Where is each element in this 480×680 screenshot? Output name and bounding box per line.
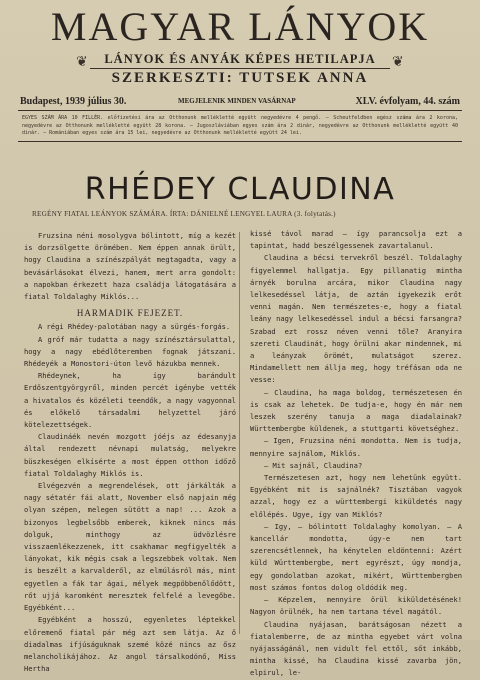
right-paragraph: kissé távol marad — így parancsolja ezt a tapintat, hadd beszélgessenek zavartalanul. [250, 229, 462, 251]
right-column [250, 228, 462, 678]
editor-line: SZERKESZTI: TUTSEK ANNA [111, 70, 369, 86]
volume-number: XLV. évfolyam, 44. szám [355, 96, 460, 107]
right-paragraph: — Képzelem, mennyire örül kiküldetésének! Nagyon örülnék, ha nem tartana tével magától. [250, 595, 462, 617]
left-paragraphs [24, 321, 236, 675]
dateline [20, 96, 460, 110]
chapter-heading: HARMADIK FEJEZET. [76, 308, 184, 319]
subscription-info: EGYES SZÁM ÁRA 10 FILLÉR. előfizetési ára az Otthonunk mellékletté együtt negyedévre 4 pengő. — Scheutfeldben egész száma ára 2 korona, negyedévre az Otthonunk mellékletté együtt 28 korona. — Jugoszláviában egyes szám ára 2 dinár, negyedévre az Otthonunk mellékletté együtt 40 dinár. — Romániában egyes szám ára 15 lei, negyedévre az Otthonunk mellékletté együtt 24 lei. [22, 115, 458, 137]
right-paragraph: — Claudina, ha maga boldog, természetesen én is csak az lehetek. De tudja-e, hogy én már nem leszek szerény tanuja a maga diadalainak? Württembergbe küldenek, a stuttgarti követséghez. [250, 387, 462, 434]
article-byline: REGÉNY FIATAL LEÁNYOK SZÁMÁRA. ÍRTA: DÁNIELNÉ LENGYEL LAURA (3. folytatás.) [32, 210, 336, 218]
intro-paragraph: Fruzsina néni mosolygva bólintott, míg a kezét is dorzsölgette örömében. Nem éppen annak örült, hogy Claudina a színészpályát megtagadta, vagy a bevásárlásokat élvezi, hanem, mert arra gondolt: a napokban érkezett haza családja látogatására a fiatal Toldalaghy Miklós... [24, 231, 236, 302]
left-paragraph: Claudináék nevén mozgott jóéjs az édesanyja által rendezett névnapi mulatság, melyekre büszkeségen elkísérte a most éppen otthon időző fiatal Toldalaghy Miklós is. [24, 432, 236, 478]
header-rule [18, 110, 462, 111]
right-paragraph: — Igen, Fruzsina néni mondotta. Nem is tudja, mennyire sajnálom, Miklós. [250, 436, 462, 458]
column-divider [239, 232, 240, 634]
right-paragraph: — Igy, — bólintott Toldalaghy komolyan. — A kancellár mondotta, úgy-e nem tart szerencsétlennek, ha kénytelen eldöntenni: Azért küld Württembergbe, mert egyrészt, úgy mondja, egy gondolatban azokat, mikért, Württembergben most számos fontos dolog oldódik meg. [250, 521, 462, 592]
masthead-title: MAGYAR LÁNYOK [50, 4, 430, 49]
right-paragraph: — Mit sajnál, Claudina? [264, 460, 363, 470]
masthead-subtitle: LÁNYOK ÉS ANYÁK KÉPES HETILAPJA [90, 52, 390, 69]
publication-frequency: MEGJELENIK MINDEN VASÁRNAP [178, 97, 296, 105]
subscription-rule [18, 141, 462, 142]
right-paragraphs [250, 228, 462, 680]
left-paragraph: Rhédeynek, ha így barándult Erdőszentgyörgyről, minden percét igénybe vették a hivatalos és közéleti teendők, a nagy vagyonnal és előkelő társadalmi helyzettel járó kötelezettségek. [24, 371, 236, 430]
right-paragraph: Claudina nyájasan, barátságosan nézett a fiatalemberre, de az mintha egyebet várt volna nyájasságánál, nem vidult fel ettől, sőt inkább, mintha kissé, ha Claudina kissé zavarba jön, elpirul, le- [250, 619, 462, 678]
left-paragraph: Egyébként a hosszú, egyenletes léptekkel előremenő fiatal pár még azt sem látja. Az ő diadalmas ifjúságuknak szemé közé nincs az ősz melancholikájához. Az angol társalkodónő, Miss Hertha [24, 615, 236, 674]
right-paragraph: Természetesen azt, hogy nem lehetünk együtt. Egyébként mit is sajnálnék? Tisztában vagyok azzal, hogy ez a württembergi kiküldetés nagy előlépés. Ugye, így van Miklós? [250, 473, 462, 519]
right-paragraph: Claudina a bécsi tervekről beszél. Toldalaghy figyelemmel hallgatja. Egy pillanatig mintha árnyék borulna arcára, mikor Claudina nagy lelkesedéssel látja, de aztán igyekezik erőt venni magán. Nem természetes-e, hogy a fiatal leány nagy lelkesedéssel indul a bécsi farsangra? Szabad ezt rossz néven venni tőle? Aranyira szereti Claudinát, hogy örülni akar mindennek, mi a leányzak örömét, mulatságot szerez. Mindamellett nem állja meg, hogy tréfásan oda ne vesse: [250, 253, 462, 385]
ornament-right-icon: ❦ [392, 54, 404, 70]
ornament-left-icon: ❦ [76, 54, 88, 70]
left-paragraph: A régi Rhédey-palotában nagy a sürgés-forgás. [38, 322, 231, 332]
left-paragraph: A gróf már tudatta a nagy színésztársulattal, hogy a nagy ebédlőteremben fognak játszani. Rhédeyék a Monostori-úton levő házukba mennek. [24, 334, 236, 369]
left-paragraph: Elvégezvén a megrendelések, ott járkálták a nagy sétatér fái alatt, November első napjain még olyan szépen, melegen sütött a nap! ... Azok a bizonyos legbelsőbb emberek, kiknek nincs más dolguk, minthogy az üdvözlésre visszaemlékezzenek, itt csakhamar megfigyelték a lányokat, kik mégis csak a legszebbek voltak. Nem is beszélt a karvalderől, az elmúlásról más, mint egyetlen a fák tar ágai, mélyek megpöbbenőlődött, rőt ujjá karomként meresztek felfelé a levegőbe. Egyébként... [24, 481, 236, 613]
issue-date: Budapest, 1939 július 30. [20, 96, 127, 107]
article-title: RHÉDEY CLAUDINA [84, 172, 396, 207]
left-column [24, 230, 236, 674]
